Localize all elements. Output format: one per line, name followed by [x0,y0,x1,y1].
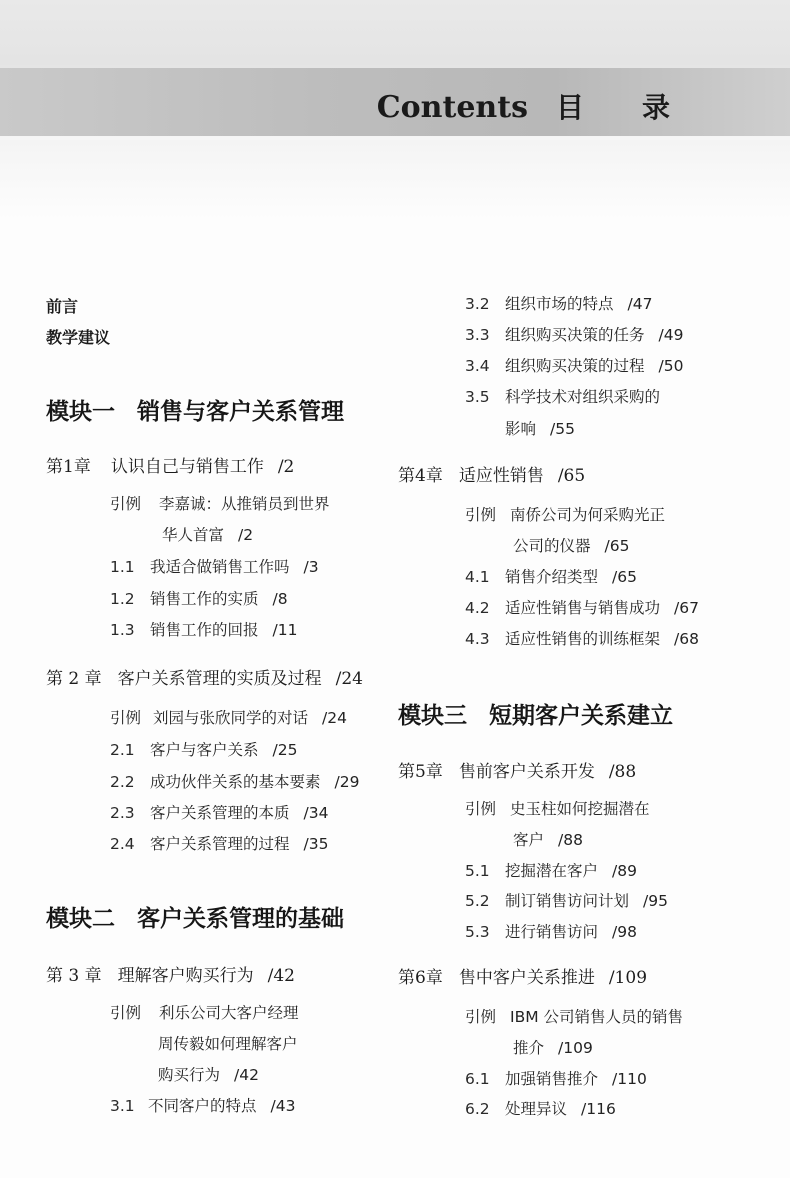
case-4-cont[interactable] [513,534,629,556]
chapter-4[interactable] [398,461,585,486]
case-1[interactable] [110,492,330,514]
section-2-3[interactable] [110,801,328,823]
section-num: 2.2 [110,773,135,791]
page-fade [0,140,790,220]
contents-title [377,86,728,126]
section-4-2[interactable] [465,596,699,618]
section-title-cont: 影响 [505,420,537,438]
section-3-4[interactable] [465,354,683,376]
section-num: 6.2 [465,1100,490,1118]
page-number: /109 [558,1039,593,1057]
section-2-4[interactable] [110,832,328,854]
module-2-heading[interactable] [46,900,344,933]
title-en: Contents [376,90,528,125]
section-title: 科学技术对组织采购的 [505,388,661,406]
page-number: /43 [270,1097,296,1115]
section-5-1[interactable] [465,859,637,881]
case-title: IBM 公司销售人员的销售 [510,1008,684,1026]
case-label: 引例 [110,1004,142,1022]
page-number: /2 [238,526,254,544]
module-title: 客户关系管理的基础 [137,905,344,932]
section-6-2[interactable] [465,1097,616,1119]
module-label: 模块三 [398,702,467,729]
page-number: /25 [272,741,298,759]
chapter-1[interactable] [46,452,294,477]
case-title-cont: 购买行为 [158,1066,221,1084]
section-3-5-cont[interactable] [505,417,575,439]
page-number: /2 [277,457,295,477]
case-title-cont: 公司的仪器 [513,537,591,555]
chapter-label: 第 2 章 [46,669,102,689]
page-number: /34 [303,804,329,822]
section-num: 3.4 [465,357,490,375]
section-6-1[interactable] [465,1067,647,1089]
chapter-title: 售前客户关系开发 [458,762,595,782]
section-num: 3.3 [465,326,490,344]
page-number: /55 [550,420,575,438]
case-title: 南侨公司为何采购光正 [510,506,666,524]
section-title: 成功伙伴关系的基本要素 [150,773,321,791]
chapter-6[interactable] [398,963,647,988]
chapter-5[interactable] [398,757,636,782]
section-num: 2.3 [110,804,135,822]
case-label: 引例 [110,495,142,513]
section-1-3[interactable] [110,618,297,640]
page-number: /47 [627,295,653,313]
section-title: 组织购买决策的过程 [505,357,645,375]
case-title: 刘园与张欣同学的对话 [153,709,309,727]
section-num: 4.1 [465,568,490,586]
front-teaching-advice[interactable]: 教学建议 [46,328,111,347]
page-number: /110 [612,1070,647,1088]
page-number: /24 [335,669,363,689]
section-1-1[interactable] [110,555,319,577]
section-title: 我适合做销售工作吗 [150,558,290,576]
page-number: /109 [608,968,648,988]
section-num: 2.1 [110,741,135,759]
case-6-cont[interactable] [513,1036,593,1058]
module-1-heading[interactable] [46,393,344,426]
section-title: 适应性销售与销售成功 [505,599,661,617]
page-number: /3 [303,558,319,576]
module-title: 销售与客户关系管理 [137,398,344,425]
page-number: /24 [322,709,347,727]
page-number: /65 [604,537,630,555]
section-title: 客户与客户关系 [150,741,259,759]
section-1-2[interactable] [110,587,288,609]
section-title: 客户关系管理的本质 [150,804,290,822]
page-number: /11 [272,621,298,639]
page-number: /88 [608,762,637,782]
section-num: 5.2 [465,892,490,910]
section-title: 不同客户的特点 [148,1097,257,1115]
section-3-3[interactable] [465,323,683,345]
section-3-5[interactable] [465,385,660,407]
section-title: 组织市场的特点 [505,295,614,313]
page-number: /88 [558,831,583,849]
chapter-label: 第6章 [398,968,443,988]
section-4-1[interactable] [465,565,637,587]
case-title-cont: 推介 [513,1039,545,1057]
case-2[interactable] [110,706,347,728]
chapter-title: 认识自己与销售工作 [110,457,264,477]
page-number: /116 [581,1100,616,1118]
page-number: /42 [234,1066,259,1084]
case-1-cont[interactable] [162,523,253,545]
page-number: /29 [334,773,360,791]
section-num: 1.1 [110,558,135,576]
case-title: 利乐公司大客户经理 [159,1004,299,1022]
page-number: /95 [643,892,668,910]
section-5-2[interactable] [465,889,668,911]
case-title-cont: 客户 [513,831,545,849]
page-number: /68 [674,630,699,648]
case-title-cont: 华人首富 [162,526,225,544]
case-3[interactable] [110,1001,299,1023]
section-title: 处理异议 [505,1100,568,1118]
case-label: 引例 [110,709,142,727]
section-num: 6.1 [465,1070,490,1088]
module-label: 模块二 [46,905,115,932]
chapter-title: 适应性销售 [458,466,544,486]
page-number: /42 [267,966,295,986]
section-num: 4.3 [465,630,490,648]
page-number: /65 [557,466,586,486]
case-title: 史玉柱如何挖掘潜在 [510,800,650,818]
case-5[interactable] [465,797,650,819]
page-number: /35 [303,835,329,853]
section-title: 销售工作的实质 [150,590,259,608]
chapter-label: 第5章 [398,762,443,782]
section-4-3[interactable] [465,627,699,649]
section-num: 2.4 [110,835,135,853]
section-num: 5.1 [465,862,490,880]
chapter-label: 第1章 [46,457,91,477]
page-number: /65 [612,568,637,586]
page-number: /50 [658,357,684,375]
page-number: /67 [674,599,699,617]
section-title: 加强销售推介 [505,1070,599,1088]
module-label: 模块一 [46,398,115,425]
module-title: 短期客户关系建立 [489,702,673,729]
section-2-1[interactable] [110,738,297,760]
section-title: 销售工作的回报 [150,621,259,639]
section-title: 客户关系管理的过程 [150,835,290,853]
page-number: /49 [658,326,684,344]
chapter-label: 第 3 章 [46,966,102,986]
section-title: 进行销售访问 [505,923,599,941]
title-zh: 目录 [555,91,728,124]
case-title: 李嘉诚：从推销员到世界 [159,495,330,513]
chapter-2[interactable] [46,664,363,689]
section-2-2[interactable] [110,770,359,792]
front-preface[interactable]: 前言 [46,297,79,316]
case-3-cont-2[interactable] [158,1063,259,1085]
section-num: 3.2 [465,295,490,313]
section-num: 3.5 [465,388,490,406]
module-3-heading[interactable] [398,697,673,730]
section-title: 挖掘潜在客户 [505,862,599,880]
case-3-cont[interactable]: 周传毅如何理解客户 [158,1035,298,1053]
case-label: 引例 [465,1008,497,1026]
section-title: 制订销售访问计划 [505,892,630,910]
chapter-title: 售中客户关系推进 [458,968,595,988]
chapter-3[interactable] [46,961,295,986]
page-number: /8 [272,590,288,608]
chapter-title: 客户关系管理的实质及过程 [117,669,322,689]
chapter-label: 第4章 [398,466,443,486]
section-3-1[interactable] [110,1094,295,1116]
section-num: 4.2 [465,599,490,617]
case-4[interactable] [465,503,665,525]
case-5-cont[interactable] [513,828,583,850]
section-num: 3.1 [110,1097,135,1115]
case-label: 引例 [465,800,497,818]
section-num: 1.2 [110,590,135,608]
section-5-3[interactable] [465,920,637,942]
section-title: 销售介绍类型 [505,568,599,586]
chapter-title: 理解客户购买行为 [117,966,254,986]
page-number: /89 [612,862,637,880]
section-title: 组织购买决策的任务 [505,326,645,344]
section-num: 5.3 [465,923,490,941]
section-title: 适应性销售的训练框架 [505,630,661,648]
section-3-2[interactable] [465,292,652,314]
page-number: /98 [612,923,637,941]
case-label: 引例 [465,506,497,524]
case-6[interactable] [465,1005,683,1027]
section-num: 1.3 [110,621,135,639]
